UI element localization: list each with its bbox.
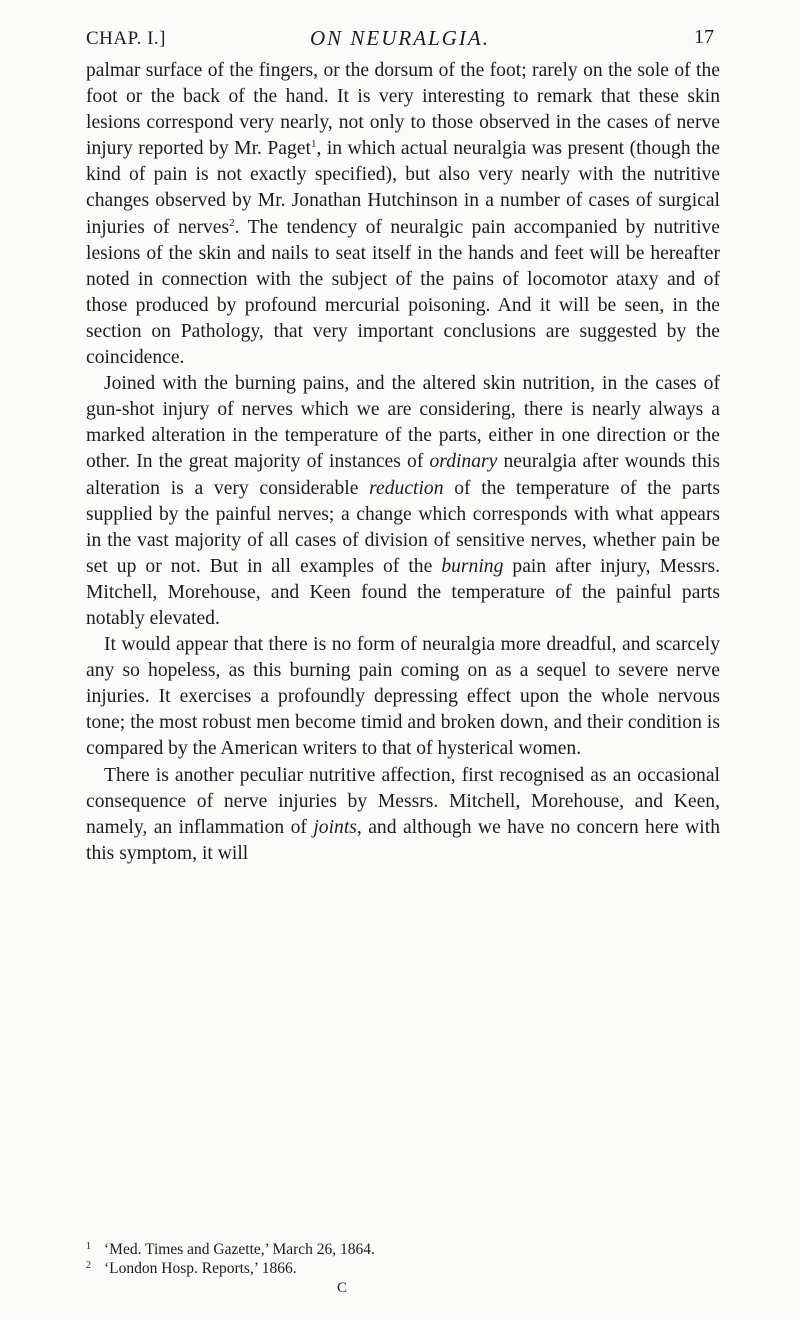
footnote-ref-1: 1 — [310, 138, 317, 151]
paragraph-4 — [86, 763, 720, 867]
footnotes — [86, 1240, 720, 1278]
footnote-ref-2: 2 — [229, 216, 235, 229]
text-run: It would appear that there is no form of neuralgia more dreadful, and scarcely any so hopeless, as this burning pain coming on as a sequel to severe nerve injuries. It exercises a profoundly depressing effect upon the whole nervous tone; the most robust men become timid and broken down, and their condition is compared by the American writers to that of hysterical women. — [86, 634, 720, 760]
footnote-1 — [86, 1240, 720, 1259]
body-text — [86, 58, 720, 867]
italic-text: ordinary — [429, 451, 498, 473]
footnote-text: ‘London Hosp. Reports,’ 1866. — [104, 1260, 297, 1277]
footnote-text: ‘Med. Times and Gazette,’ March 26, 1864. — [104, 1241, 375, 1258]
chapter-label: CHAP. I.] — [86, 28, 166, 49]
text-run: , and although we have no concern here with this symptom, it will — [86, 816, 720, 864]
text-run: , in which actual neuralgia was present (though the kind of pain is not exactly specified), but also very nearly with the nutritive changes observed by Mr. Jonathan Hutchinson in a number of cases of surgical injuries of nerves — [86, 138, 720, 238]
footnote-mark: 1 — [86, 1241, 91, 1252]
text-run: of the temperature of the parts supplied by the painful nerves; a change which corresponds with what appears in the vast majority of all cases of division of sensitive nerves, whether pain be set up or not. But in all examples of the — [86, 477, 720, 577]
paragraph-1 — [86, 58, 720, 371]
running-title: ON NEURALGIA. — [310, 26, 490, 50]
italic-text: reduction — [369, 477, 444, 499]
paragraph-2 — [86, 371, 720, 632]
page-number: 17 — [694, 26, 714, 48]
italic-text: joints — [313, 816, 357, 838]
italic-text: burning — [441, 555, 504, 577]
text-run: pain after injury, Messrs. Mitchell, Morehouse, and Keen found the temperature of the painful parts notably elevated. — [86, 555, 720, 629]
text-run: . The tendency of neuralgic pain accompanied by nutritive lesions of the skin and nails to seat itself in the hands and feet will be hereafter noted in connection with the subject of the pains of locomotor ataxy and of those produced by profound mercurial poisoning. And it will be seen, in the section on Pathology, that very important conclusions are suggested by the coincidence. — [86, 216, 721, 369]
text-run: palmar surface of the fingers, or the dorsum of the foot; rarely on the sole of the foot or the back of the hand. It is very interesting to remark that these skin lesions correspond very nearly, not only to those observed in the cases of nerve injury reported by Mr. Paget — [86, 60, 720, 160]
running-header — [86, 20, 714, 54]
footnote-mark: 2 — [86, 1260, 91, 1271]
signature-mark: C — [337, 1280, 348, 1296]
text-run: Joined with the burning pains, and the altered skin nutrition, in the cases of gun-shot injury of nerves which we are considering, there is nearly always a marked alteration in the temperature of the parts, either in one direction or the other. In the great majority of instances of — [86, 373, 720, 473]
footnote-2 — [86, 1259, 720, 1278]
text-run: There is another peculiar nutritive affection, first recognised as an occasional consequence of nerve injuries by Messrs. Mitchell, Morehouse, and Keen, namely, an inflammation of — [86, 764, 720, 838]
paragraph-3 — [86, 632, 720, 762]
text-run: neuralgia after wounds this alteration is a very considerable — [86, 451, 720, 499]
